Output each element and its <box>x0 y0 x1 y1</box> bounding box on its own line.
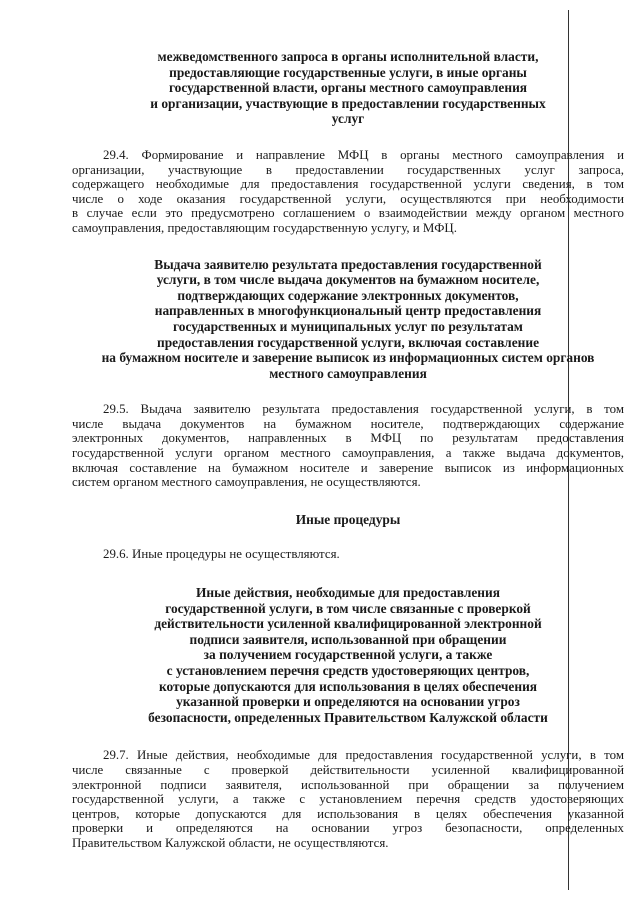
paragraph-line: содержащего необходимые для предоставления государственной услуги сведения, в том <box>72 177 624 192</box>
heading-line: государственной услуги, в том числе связанные с проверкой <box>165 600 531 616</box>
paragraph-line: самоуправления, предоставляющим государственную услугу, и МФЦ. <box>72 220 457 235</box>
section-heading-other-actions <box>72 585 624 725</box>
paragraph-line: числе о ходе оказания государственной услуги, осуществляются при необходимости <box>72 191 624 206</box>
heading-line: услуг <box>331 111 365 127</box>
paragraph-line: 29.5. Выдача заявителю результата предоставления государственной услуги, в том <box>103 402 624 417</box>
paragraph-line: числе связанные с проверкой действительности усиленной квалифицированной <box>72 762 624 777</box>
heading-line: межведомственного запроса в органы исполнительной власти, <box>157 49 539 64</box>
heading-line: Выдача заявителю результата предоставления государственной <box>154 256 542 272</box>
heading-line: государственной власти, органы местного самоуправления <box>168 80 528 96</box>
paragraph-line: Правительством Калужской области, не осуществляются. <box>72 835 389 850</box>
paragraph-line: центров, которые допускаются для использования в целях обеспечения указанной <box>72 806 624 821</box>
heading-line: которые допускаются для использования в целях обеспечения <box>158 678 538 694</box>
paragraph-29-6 <box>72 547 624 562</box>
document-content <box>72 44 624 851</box>
paragraph-29-5 <box>72 402 624 490</box>
paragraph-29-4 <box>72 148 624 236</box>
paragraph-line: 29.6. Иные процедуры не осуществляются. <box>103 547 340 562</box>
paragraph-line: 29.4. Формирование и направление МФЦ в органы местного самоуправления и <box>103 147 624 162</box>
heading-line: и организации, участвующие в предоставлении государственных <box>150 95 546 111</box>
paragraph-line: числе выдача документов на бумажном носителе, подтверждающих содержание <box>72 416 624 431</box>
heading-line: Иные процедуры <box>295 511 401 527</box>
section-heading-interagency-request <box>72 49 624 127</box>
paragraph-line: проверки и определяются на основании угроз безопасности, определенных <box>72 821 624 836</box>
paragraph-line: организации, участвующие в предоставлении государственных услуг запроса, <box>72 162 624 177</box>
paragraph-line: в случае если это предусмотрено соглашением о взаимодействии между органом местного <box>72 206 624 221</box>
paragraph-line: государственной услуги органом местного самоуправления, а также выдача документов, <box>72 446 624 461</box>
paragraph-line: включая составление на бумажном носителе и заверение выписок из информационных <box>72 460 624 475</box>
heading-line: указанной проверки и определяются на основании угроз <box>176 694 520 710</box>
heading-line: на бумажном носителе и заверение выписок из информационных систем органов <box>101 350 595 366</box>
heading-line: направленных в многофункциональный центр предоставления <box>154 303 542 319</box>
heading-line: подтверждающих содержание электронных документов, <box>177 287 519 303</box>
paragraph-29-7 <box>72 748 624 850</box>
heading-line: Иные действия, необходимые для предоставления <box>196 585 500 601</box>
paragraph-line: электронных документов, направленных в МФЦ по результатам предоставления <box>72 431 624 446</box>
heading-line: государственных и муниципальных услуг по результатам <box>173 318 523 334</box>
paragraph-line: электронной подписи заявителя, использованной при обращении за получением <box>72 777 624 792</box>
heading-line: действительности усиленной квалифицированной электронной <box>154 616 542 632</box>
heading-line: за получением государственной услуги, а также <box>203 647 493 663</box>
paragraph-line: 29.7. Иные действия, необходимые для предоставления государственной услуги, в том <box>103 748 624 763</box>
heading-line: предоставляющие государственные услуги, в иные органы <box>169 64 527 80</box>
heading-line: подписи заявителя, использованной при обращении <box>189 631 507 647</box>
section-heading-other-procedures <box>72 512 624 528</box>
section-heading-result-delivery <box>72 257 624 382</box>
heading-line: услуги, в том числе выдача документов на бумажном носителе, <box>156 272 540 288</box>
paragraph-line: систем органом местного самоуправления, не осуществляются. <box>72 475 421 490</box>
heading-line: местного самоуправления <box>269 365 427 381</box>
heading-line: предоставления государственной услуги, включая составление <box>156 334 540 350</box>
heading-line: безопасности, определенных Правительством Калужской области <box>148 709 548 725</box>
paragraph-line: государственной услуги, а также с установлением перечня средств удостоверяющих <box>72 792 624 807</box>
heading-line: с установлением перечня средств удостоверяющих центров, <box>166 663 530 678</box>
